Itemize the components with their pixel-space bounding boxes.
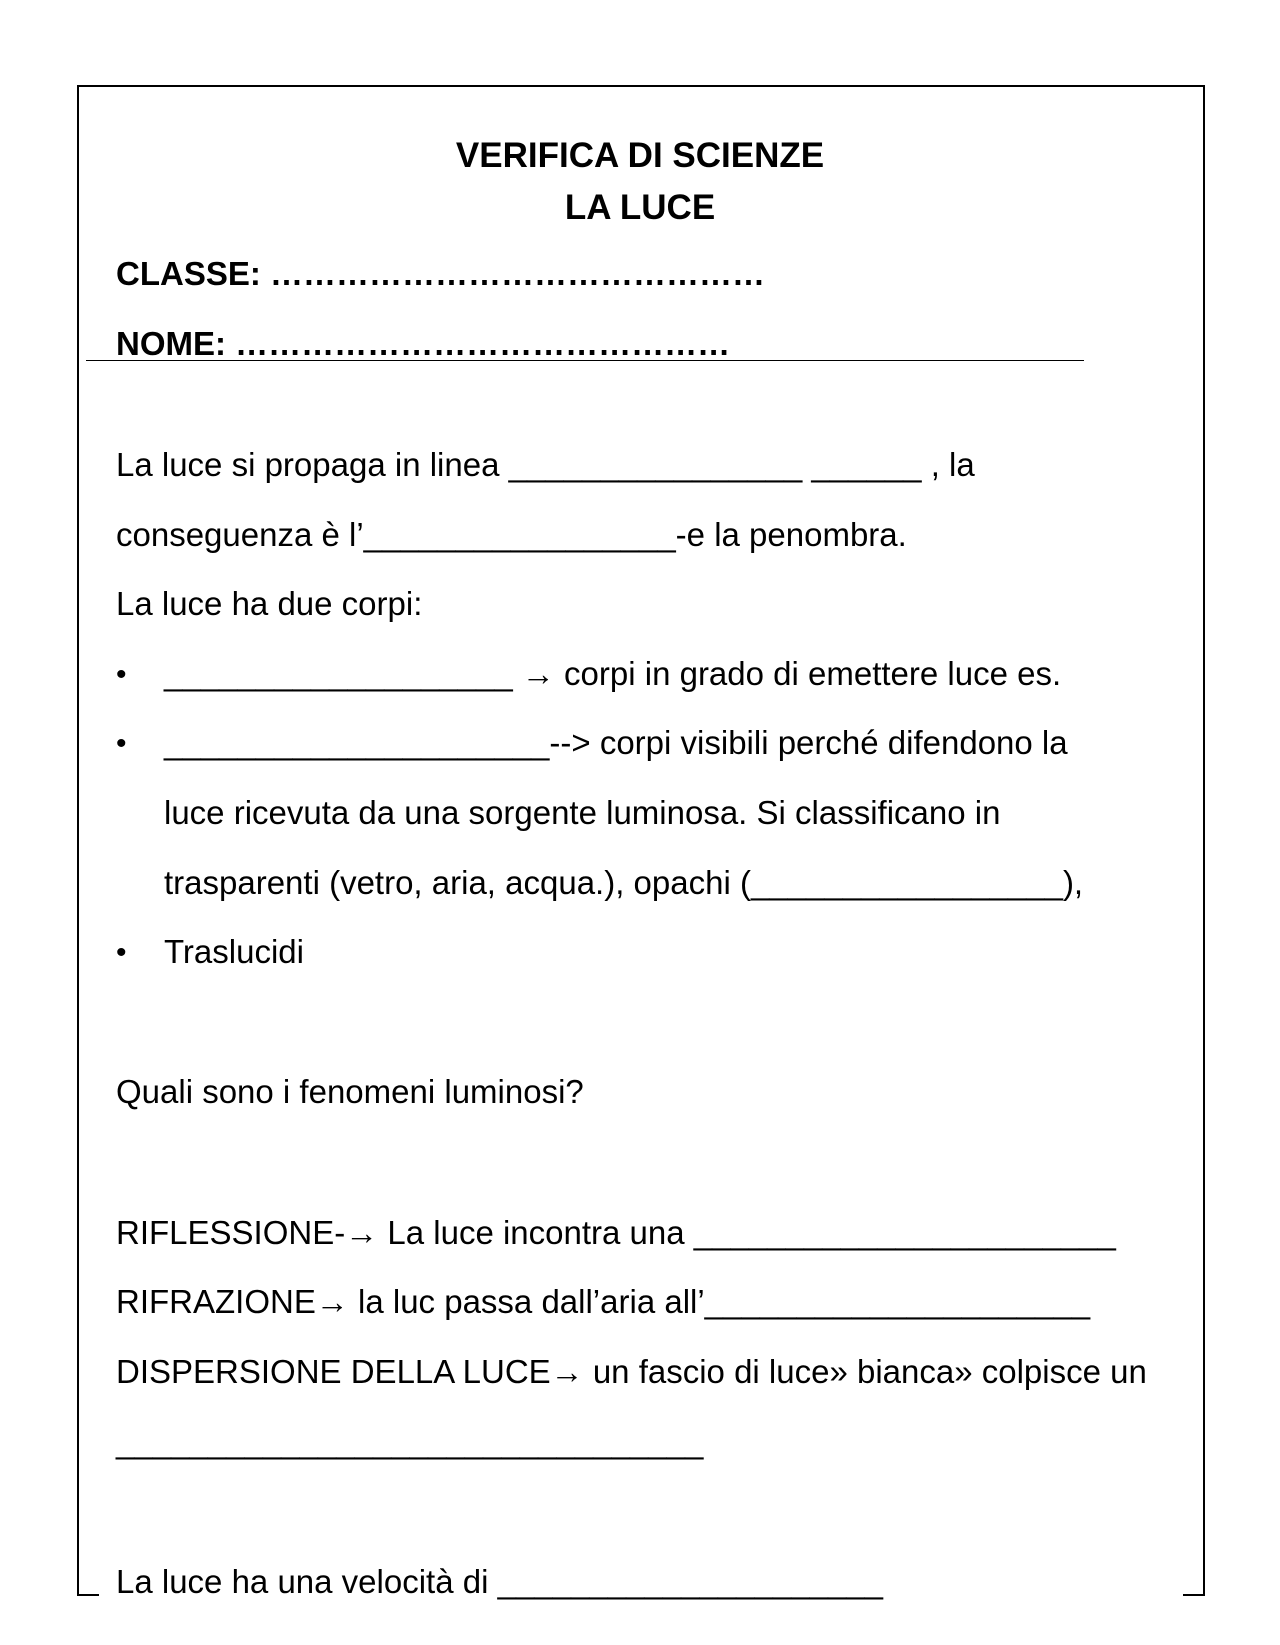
bullet-2: • [116, 727, 127, 760]
page-title: VERIFICA DI SCIENZE [455, 136, 825, 175]
frame-right-border [1203, 85, 1205, 1595]
list-item-translucent: Traslucidi [164, 933, 304, 970]
text-line-dispersion-blank: ________________________________ [116, 1423, 704, 1460]
list-item-illuminated-cont-2: trasparenti (vetro, aria, acqua.), opachi (_________________), [164, 864, 1084, 901]
list-item-illuminated-cont-1: luce ricevuta da una sorgente luminosa. Si classificano in [164, 794, 1001, 831]
classe-field: CLASSE: ……………………………………… [116, 255, 766, 292]
text-line-dispersion: DISPERSIONE DELLA LUCE→ un fascio di luce» bianca» colpisce un [116, 1353, 1147, 1390]
text-line-reflection: RIFLESSIONE-→ La luce incontra una _______________________ [116, 1214, 1116, 1251]
page-subtitle: LA LUCE [564, 188, 716, 227]
bullet-3: • [116, 936, 127, 969]
question-line: Quali sono i fenomeni luminosi? [116, 1073, 584, 1110]
frame-bottom-left-corner [77, 1594, 99, 1596]
frame-bottom-right-corner [1183, 1594, 1205, 1596]
list-item-luminous: ___________________ → corpi in grado di emettere luce es. [164, 655, 1062, 692]
text-line-speed: La luce ha una velocità di _____________________ [116, 1563, 884, 1600]
frame-top-border [77, 85, 1205, 87]
text-line-consequence: conseguenza è l’_________________-e la penombra. [116, 516, 907, 553]
text-line-refraction: RIFRAZIONE→ la luc passa dall’aria all’_____________________ [116, 1283, 1091, 1320]
frame-left-border [77, 85, 79, 1595]
bullet-1: • [116, 658, 127, 691]
header-divider [86, 360, 1084, 361]
list-item-illuminated: _____________________--> corpi visibili perché difendono la [164, 724, 1068, 761]
nome-field: NOME: ……………………………………… [116, 325, 731, 362]
text-line-propagation: La luce si propaga in linea ________________ ______ , la [116, 446, 975, 483]
text-line-bodies: La luce ha due corpi: [116, 585, 423, 622]
